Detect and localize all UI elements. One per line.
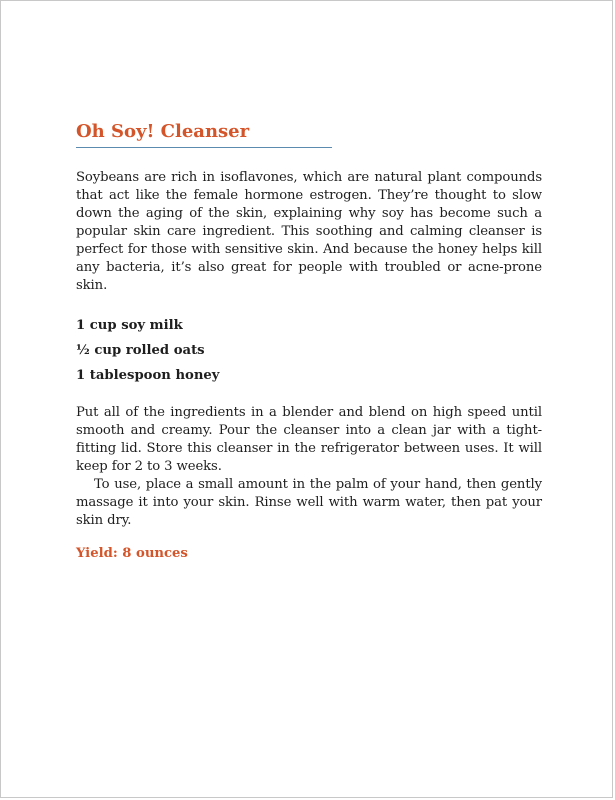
method-paragraph: Put all of the ingredients in a blender and blend on high speed until smooth and creamy. Pour the cleanser into a clean jar with a tight-fitting lid. Store this cleanser in the refrigerator between uses. It will keep for 2 to 3 weeks. bbox=[76, 405, 542, 474]
recipe-content bbox=[76, 117, 542, 563]
method-paragraph: To use, place a small amount in the palm of your hand, then gently massage it into your skin. Rinse well with warm water, then pat your skin dry. bbox=[76, 477, 542, 528]
ingredient-item: 1 tablespoon honey bbox=[76, 368, 220, 383]
recipe-yield: Yield: 8 ounces bbox=[76, 546, 188, 561]
title-underline bbox=[76, 147, 332, 148]
recipe-intro: Soybeans are rich in isoflavones, which are natural plant compounds that act like the female hormone estrogen. They’re thought to slow down the aging of the skin, explaining why soy has become such a popular skin care ingredient. This soothing and calming cleanser is perfect for those with sensitive skin. And because the honey helps kill any bacteria, it’s also great for people with troubled or acne-prone skin. bbox=[76, 170, 542, 293]
ingredient-item: 1 cup soy milk bbox=[76, 318, 183, 333]
ingredient-list bbox=[76, 313, 542, 388]
ingredient-item: ½ cup rolled oats bbox=[76, 343, 205, 358]
recipe-title: Oh Soy! Cleanser bbox=[76, 121, 250, 142]
